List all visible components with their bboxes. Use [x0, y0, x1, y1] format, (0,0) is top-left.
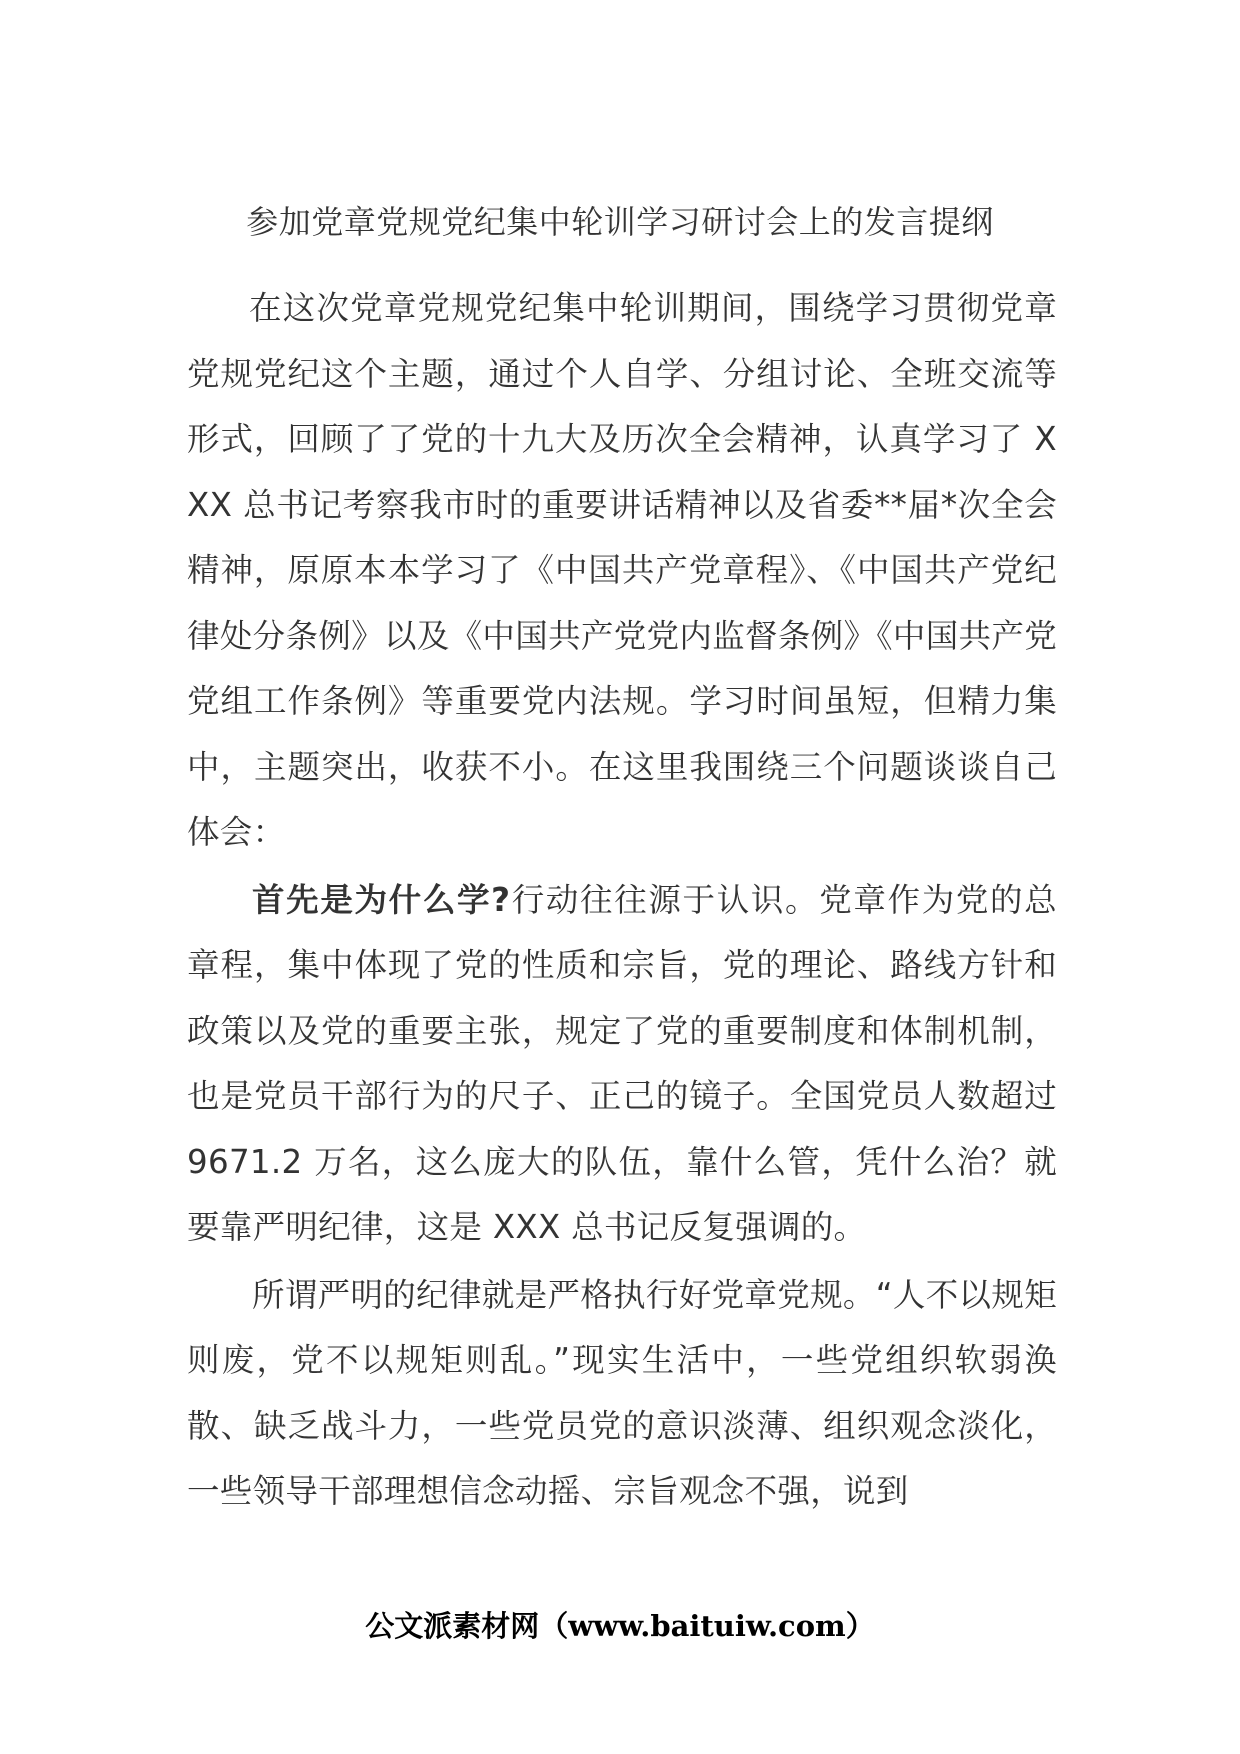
paragraph-text: 在这次党章党规党纪集中轮训期间，围绕学习贯彻党章党规党纪这个主题，通过个人自学、分组讨论、全班交流等形式，回顾了了党的十九大及历次全会精神，认真学习了 XXX 总书记考察我市时的重要讲话精神以及省委**届*次全会精神，原原本本学习了《中国共产党章程》、《中国共产党纪律处分条例》以及《中国共产党党内监督条例》《中国共产党党组工作条例》等重要党内法规。学习时间虽短，但精力集中，主题突出，收获不小。在这里我围绕三个问题谈谈自己体会： — [187, 289, 1057, 851]
paragraph-lead: 首先是为什么学? — [252, 880, 511, 919]
footer-source: 公文派素材网（www.baituiw.com） — [365, 1609, 875, 1643]
document-body — [187, 276, 1057, 1525]
paragraph-text: 行动往往源于认识。党章作为党的总章程，集中体现了党的性质和宗旨，党的理论、路线方针和政策以及党的重要主张，规定了党的重要制度和体制机制，也是党员干部行为的尺子、正己的镜子。全国党员人数超过 9671.2 万名，这么庞大的队伍，靠什么管，凭什么治？就要靠严明纪律，这是 XXX 总书记反复强调的。 — [187, 880, 1057, 1246]
paragraph-text: 所谓严明的纪律就是严格执行好党章党规。“人不以规矩则废，党不以规矩则乱。”现实生活中，一些党组织软弱涣散、缺乏战斗力，一些党员党的意识淡薄、组织观念淡化，一些领导干部理想信念动摇、宗旨观念不强，说到 — [187, 1275, 1057, 1510]
paragraph-intro — [187, 276, 1057, 866]
paragraph-discipline — [187, 1263, 1057, 1525]
document-title: 参加党章党规党纪集中轮训学习研讨会上的发言提纲 — [246, 203, 994, 241]
paragraph-why-study — [187, 868, 1057, 1261]
